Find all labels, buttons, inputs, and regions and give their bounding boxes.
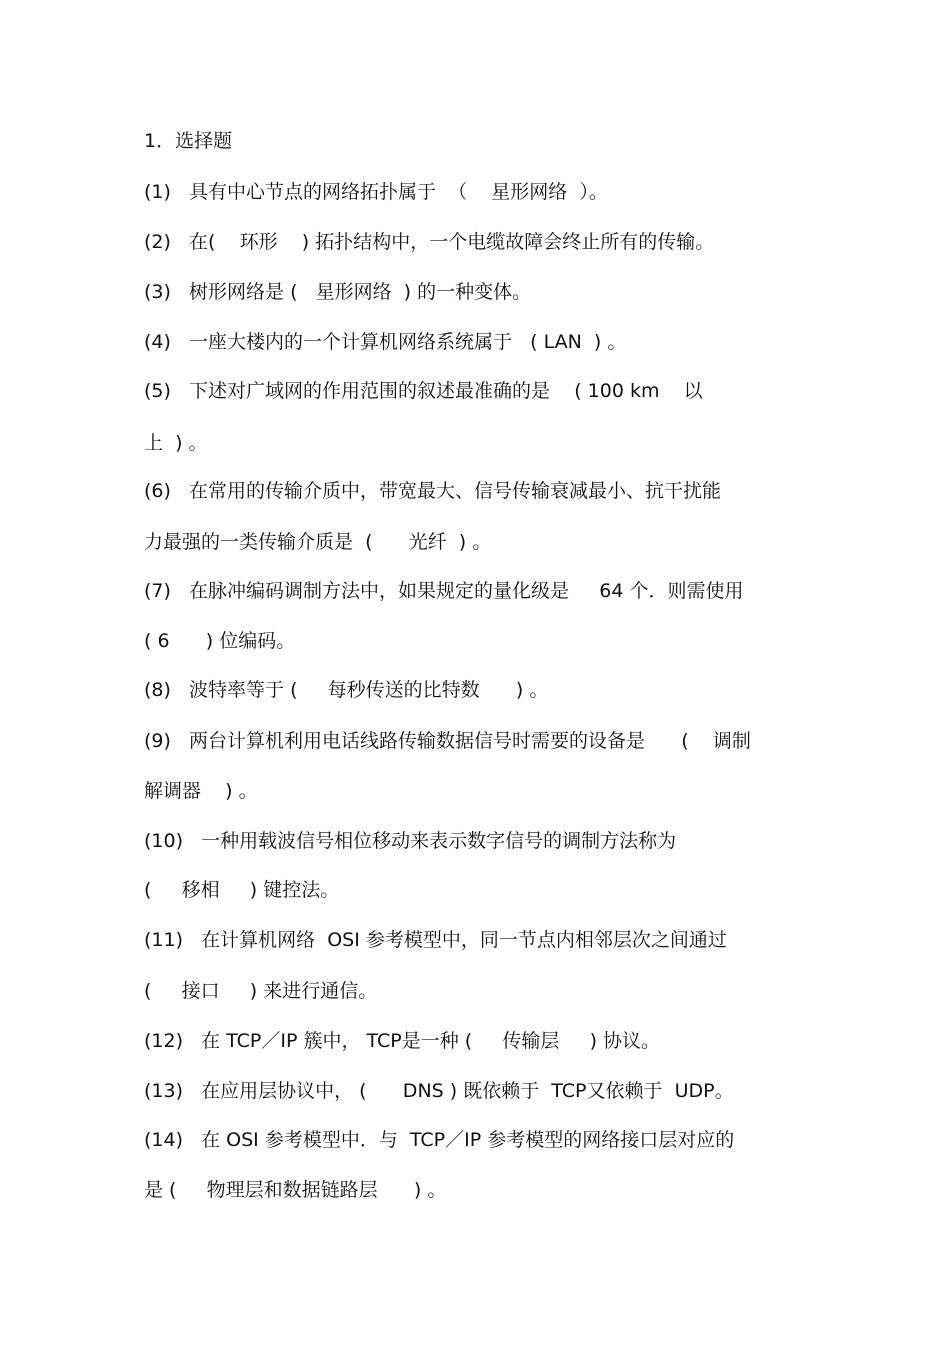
question-6: (6) 在常用的传输介质中，带宽最大、信号传输衰减最小、抗干扰能 <box>144 480 722 502</box>
question-5-continuation: 上 ) 。 <box>144 432 208 454</box>
question-3: (3) 树形网络是 ( 星形网络 ) 的一种变体。 <box>144 281 532 303</box>
question-14: (14) 在 OSI 参考模型中．与 TCP／IP 参考模型的网络接口层对应的 <box>144 1129 735 1151</box>
question-9-continuation: 解调器 ) 。 <box>144 780 258 802</box>
question-2: (2) 在( 环形 ) 拓扑结构中，一个电缆故障会终止所有的传输。 <box>144 231 715 253</box>
question-9: (9) 两台计算机利用电话线路传输数据信号时需要的设备是 ( 调制 <box>144 730 751 752</box>
question-12: (12) 在 TCP／IP 簇中， TCP是一种 ( 传输层 ) 协议。 <box>144 1030 661 1052</box>
question-10: (10) 一种用载波信号相位移动来表示数字信号的调制方法称为 <box>144 830 677 852</box>
question-11-continuation: ( 接口 ) 来进行通信。 <box>144 980 378 1002</box>
question-10-continuation: ( 移相 ) 键控法。 <box>144 879 340 901</box>
question-5: (5) 下述对广域网的作用范围的叙述最准确的是 ( 100 km 以 <box>144 380 703 402</box>
question-4: (4) 一座大楼内的一个计算机网络系统属于 ( LAN ) 。 <box>144 331 627 353</box>
question-8: (8) 波特率等于 ( 每秒传送的比特数 ) 。 <box>144 679 549 701</box>
question-7-continuation: ( 6 ) 位编码。 <box>144 630 296 652</box>
question-11: (11) 在计算机网络 OSI 参考模型中，同一节点内相邻层次之间通过 <box>144 929 727 951</box>
question-7: (7) 在脉冲编码调制方法中，如果规定的量化级是 64 个．则需使用 <box>144 580 744 602</box>
question-14-continuation: 是 ( 物理层和数据链路层 ) 。 <box>144 1179 447 1201</box>
question-1: (1) 具有中心节点的网络拓扑属于 （ 星形网络 ）。 <box>144 181 608 203</box>
question-6-continuation: 力最强的一类传输介质是 ( 光纤 ) 。 <box>144 531 492 553</box>
section-heading: 1．选择题 <box>144 130 233 152</box>
question-13: (13) 在应用层协议中， ( DNS ) 既依赖于 TCP又依赖于 UDP。 <box>144 1080 734 1102</box>
